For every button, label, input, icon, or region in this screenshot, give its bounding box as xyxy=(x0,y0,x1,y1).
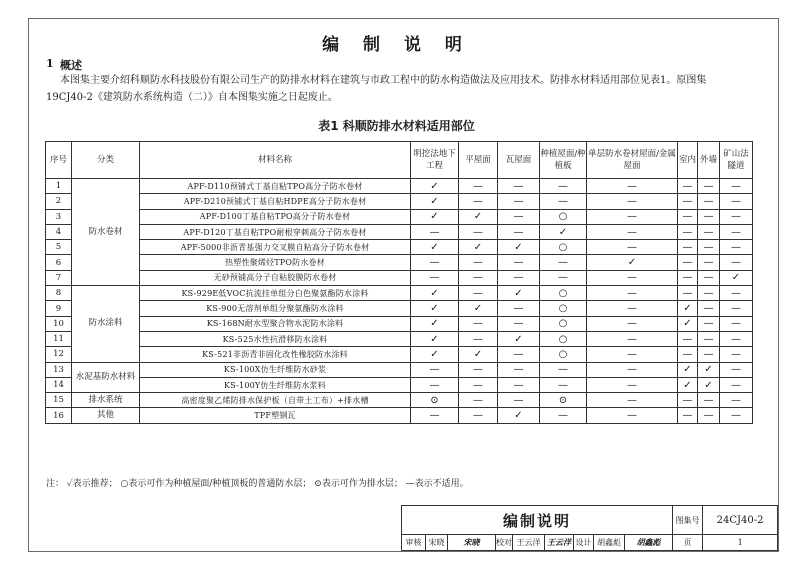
applicability-mark: — xyxy=(698,270,720,285)
column-header: 材料名称 xyxy=(140,142,411,179)
applicability-mark: — xyxy=(698,209,720,224)
applicability-mark: — xyxy=(540,194,587,209)
applicability-mark: ✓ xyxy=(411,347,459,362)
applicability-mark: — xyxy=(678,240,698,255)
applicability-mark: — xyxy=(678,179,698,194)
applicability-mark: — xyxy=(678,255,698,270)
applicability-mark: — xyxy=(698,179,720,194)
table-row xyxy=(46,255,753,270)
titleblock-designer: 胡鑫彪 xyxy=(594,535,625,551)
material-name: APF-D100丁基自粘TPO高分子防水卷材 xyxy=(140,209,411,224)
applicability-mark: ⊙ xyxy=(540,393,587,408)
row-number: 6 xyxy=(46,255,72,270)
applicability-mark: ✓ xyxy=(411,316,459,331)
titleblock-reviewer: 宋晓 xyxy=(426,535,448,551)
applicability-mark: — xyxy=(720,286,753,301)
applicability-mark: — xyxy=(459,316,498,331)
overview-paragraph: 本图集主要介绍科顺防水科技股份有限公司生产的防排水材料在建筑与市政工程中的防水构造做法及应用技术。防排水材料适用部位见表1。原图集19CJ40-2《建筑防水系统构造（二）》自本图集实施之日起废止。 xyxy=(46,75,707,103)
column-header: 序号 xyxy=(46,142,72,179)
applicability-mark: — xyxy=(698,331,720,346)
applicability-mark: — xyxy=(698,224,720,239)
applicability-mark: — xyxy=(720,240,753,255)
applicability-mark: — xyxy=(587,362,678,377)
applicability-mark: — xyxy=(678,408,698,423)
row-number: 13 xyxy=(46,362,72,377)
column-header: 外墙 xyxy=(698,142,720,179)
applicability-mark: — xyxy=(498,270,540,285)
applicability-mark: ✓ xyxy=(498,240,540,255)
applicability-mark: — xyxy=(587,347,678,362)
applicability-mark: — xyxy=(498,194,540,209)
applicability-mark: — xyxy=(459,408,498,423)
material-name: KS-100Y仿生纤维防水浆料 xyxy=(140,377,411,392)
applicability-mark: — xyxy=(698,301,720,316)
applicability-mark: — xyxy=(587,224,678,239)
applicability-mark: ✓ xyxy=(540,224,587,239)
applicability-mark: ✓ xyxy=(459,301,498,316)
applicability-mark: — xyxy=(720,179,753,194)
applicability-mark: — xyxy=(540,362,587,377)
row-number: 4 xyxy=(46,224,72,239)
row-number: 8 xyxy=(46,286,72,301)
applicability-mark: — xyxy=(587,179,678,194)
applicability-mark: — xyxy=(587,270,678,285)
table-row xyxy=(46,179,753,194)
category-cell: 防水涂料 xyxy=(72,286,140,362)
table-row xyxy=(46,393,753,408)
applicability-mark: ✓ xyxy=(411,179,459,194)
applicability-mark: — xyxy=(720,209,753,224)
applicability-mark: ✓ xyxy=(459,347,498,362)
table-header-row xyxy=(46,142,753,179)
row-number: 14 xyxy=(46,377,72,392)
section-title: 概述 xyxy=(60,59,82,72)
material-application-table xyxy=(45,141,753,424)
section-number: 1 xyxy=(46,57,54,70)
applicability-mark: — xyxy=(587,316,678,331)
row-number: 5 xyxy=(46,240,72,255)
applicability-mark: — xyxy=(720,362,753,377)
applicability-mark: — xyxy=(720,393,753,408)
applicability-mark: ○ xyxy=(540,347,587,362)
applicability-mark: — xyxy=(678,286,698,301)
applicability-mark: — xyxy=(678,209,698,224)
material-name: KS-168N耐水型聚合物水泥防水涂料 xyxy=(140,316,411,331)
table-row xyxy=(46,301,753,316)
applicability-mark: — xyxy=(678,194,698,209)
table-note: 注： ✓表示推荐； ○表示可作为种植屋面/种植顶板的普通防水层； ⊙表示可作为排水层； —表示不适用。 xyxy=(46,479,469,489)
titleblock-atlas-label: 图集号 xyxy=(673,506,703,535)
titleblock-checker-signature: 王云洋 xyxy=(545,535,574,551)
table-row xyxy=(46,331,753,346)
titleblock-design-label: 设计 xyxy=(574,535,594,551)
row-number: 16 xyxy=(46,408,72,423)
applicability-mark: — xyxy=(498,255,540,270)
applicability-mark: — xyxy=(540,408,587,423)
applicability-mark: — xyxy=(587,240,678,255)
applicability-mark: — xyxy=(720,377,753,392)
table-row xyxy=(46,362,753,377)
applicability-mark: — xyxy=(720,224,753,239)
applicability-mark: — xyxy=(587,286,678,301)
applicability-mark: — xyxy=(698,316,720,331)
applicability-mark: — xyxy=(678,270,698,285)
applicability-mark: — xyxy=(459,224,498,239)
applicability-mark: ○ xyxy=(540,301,587,316)
applicability-mark: — xyxy=(587,194,678,209)
applicability-mark: ✓ xyxy=(720,270,753,285)
table-row xyxy=(46,316,753,331)
applicability-mark: ✓ xyxy=(459,240,498,255)
applicability-mark: ✓ xyxy=(411,331,459,346)
applicability-mark: — xyxy=(498,179,540,194)
title-block xyxy=(401,505,778,551)
applicability-mark: — xyxy=(698,255,720,270)
applicability-mark: — xyxy=(411,408,459,423)
applicability-mark: — xyxy=(698,240,720,255)
column-header: 平屋面 xyxy=(459,142,498,179)
applicability-mark: — xyxy=(720,408,753,423)
applicability-mark: ○ xyxy=(540,286,587,301)
applicability-mark: — xyxy=(720,331,753,346)
titleblock-designer-signature: 胡鑫彪 xyxy=(625,535,673,551)
column-header: 矿山法隧道 xyxy=(720,142,753,179)
material-name: KS-521非沥青非固化改性橡胶防水涂料 xyxy=(140,347,411,362)
titleblock-review-label: 审核 xyxy=(402,535,426,551)
applicability-mark: — xyxy=(498,362,540,377)
material-name: KS-100X仿生纤维防水砂浆 xyxy=(140,362,411,377)
applicability-mark: — xyxy=(498,209,540,224)
applicability-mark: — xyxy=(459,331,498,346)
applicability-mark: ✓ xyxy=(678,301,698,316)
material-name: APF-D110预铺式丁基自粘TPO高分子防水卷材 xyxy=(140,179,411,194)
applicability-mark: — xyxy=(587,393,678,408)
applicability-mark: — xyxy=(678,224,698,239)
material-name: 无砂预铺高分子自粘胶膜防水卷材 xyxy=(140,270,411,285)
column-header: 单层防水卷材屋面/金属屋面 xyxy=(587,142,678,179)
applicability-mark: ✓ xyxy=(411,286,459,301)
applicability-mark: — xyxy=(720,347,753,362)
applicability-mark: — xyxy=(459,362,498,377)
applicability-mark: ○ xyxy=(540,316,587,331)
material-name: APF-D210预铺式丁基自粘HDPE高分子防水卷材 xyxy=(140,194,411,209)
material-name: KS-929E低VOC抗流挂单组分白色聚氨酯防水涂料 xyxy=(140,286,411,301)
applicability-mark: — xyxy=(540,377,587,392)
applicability-mark: ○ xyxy=(540,240,587,255)
applicability-mark: — xyxy=(411,362,459,377)
applicability-mark: — xyxy=(498,393,540,408)
applicability-mark: — xyxy=(459,194,498,209)
applicability-mark: — xyxy=(587,408,678,423)
table-row xyxy=(46,347,753,362)
applicability-mark: ✓ xyxy=(678,316,698,331)
applicability-mark: ✓ xyxy=(411,209,459,224)
row-number: 9 xyxy=(46,301,72,316)
applicability-mark: — xyxy=(720,316,753,331)
material-name: APF-5000非沥青基强力交叉膜自粘高分子防水卷材 xyxy=(140,240,411,255)
applicability-mark: — xyxy=(720,194,753,209)
table-row xyxy=(46,286,753,301)
material-name: KS-525水性抗滑移防水涂料 xyxy=(140,331,411,346)
table-row xyxy=(46,408,753,423)
applicability-mark: ○ xyxy=(540,209,587,224)
applicability-mark: — xyxy=(411,255,459,270)
applicability-mark: — xyxy=(459,255,498,270)
applicability-mark: ✓ xyxy=(698,362,720,377)
applicability-mark: — xyxy=(411,377,459,392)
titleblock-page-label: 页 xyxy=(673,535,703,551)
applicability-mark: — xyxy=(498,301,540,316)
applicability-mark: — xyxy=(678,347,698,362)
applicability-mark: — xyxy=(720,301,753,316)
applicability-mark: — xyxy=(698,194,720,209)
applicability-mark: — xyxy=(540,270,587,285)
applicability-mark: ✓ xyxy=(498,408,540,423)
table-row xyxy=(46,224,753,239)
applicability-mark: — xyxy=(498,224,540,239)
applicability-mark: — xyxy=(698,393,720,408)
applicability-mark: — xyxy=(459,393,498,408)
titleblock-reviewer-signature: 宋晓 xyxy=(448,535,496,551)
applicability-mark: — xyxy=(459,270,498,285)
category-cell: 水泥基防水材料 xyxy=(72,362,140,393)
applicability-mark: ✓ xyxy=(498,286,540,301)
titleblock-page-number: 1 xyxy=(703,535,778,551)
column-header: 室内 xyxy=(678,142,698,179)
table-caption: 表1 科顺防排水材料适用部位 xyxy=(318,119,475,133)
material-name: 高密度聚乙烯防排水保护板（自带土工布）+排水槽 xyxy=(140,393,411,408)
column-header: 明挖法地下工程 xyxy=(411,142,459,179)
row-number: 7 xyxy=(46,270,72,285)
page-title: 编 制 说 明 xyxy=(322,35,471,55)
category-cell: 其他 xyxy=(72,408,140,423)
applicability-mark: — xyxy=(498,347,540,362)
column-header: 瓦屋面 xyxy=(498,142,540,179)
row-number: 1 xyxy=(46,179,72,194)
applicability-mark: ✓ xyxy=(587,255,678,270)
applicability-mark: — xyxy=(698,286,720,301)
applicability-mark: ○ xyxy=(540,331,587,346)
row-number: 11 xyxy=(46,331,72,346)
applicability-mark: — xyxy=(540,255,587,270)
material-name: KS-900无溶剂单组分聚氨酯防水涂料 xyxy=(140,301,411,316)
applicability-mark: ✓ xyxy=(411,301,459,316)
applicability-mark: ✓ xyxy=(411,240,459,255)
applicability-mark: — xyxy=(540,179,587,194)
applicability-mark: — xyxy=(720,255,753,270)
applicability-mark: ✓ xyxy=(698,377,720,392)
row-number: 12 xyxy=(46,347,72,362)
column-header: 分类 xyxy=(72,142,140,179)
applicability-mark: — xyxy=(498,377,540,392)
table-row xyxy=(46,240,753,255)
applicability-mark: — xyxy=(459,179,498,194)
table-row xyxy=(46,209,753,224)
applicability-mark: — xyxy=(459,286,498,301)
applicability-mark: — xyxy=(411,270,459,285)
row-number: 3 xyxy=(46,209,72,224)
applicability-mark: — xyxy=(678,393,698,408)
applicability-mark: — xyxy=(698,408,720,423)
applicability-mark: — xyxy=(459,377,498,392)
titleblock-atlas-no: 24CJ40-2 xyxy=(703,506,778,535)
category-cell: 排水系统 xyxy=(72,393,140,408)
applicability-mark: ✓ xyxy=(678,377,698,392)
table-row xyxy=(46,270,753,285)
applicability-mark: — xyxy=(411,224,459,239)
applicability-mark: ✓ xyxy=(678,362,698,377)
applicability-mark: — xyxy=(587,331,678,346)
applicability-mark: ⊙ xyxy=(411,393,459,408)
applicability-mark: ✓ xyxy=(498,331,540,346)
row-number: 15 xyxy=(46,393,72,408)
column-header: 种植屋面/种植板 xyxy=(540,142,587,179)
material-name: APF-D120丁基自粘TPO耐根穿刺高分子防水卷材 xyxy=(140,224,411,239)
titleblock-drawing-name: 编制说明 xyxy=(402,506,673,535)
titleblock-checker: 王云洋 xyxy=(513,535,545,551)
applicability-mark: — xyxy=(678,331,698,346)
applicability-mark: — xyxy=(587,377,678,392)
material-name: TPF塑钢瓦 xyxy=(140,408,411,423)
table-row xyxy=(46,377,753,392)
applicability-mark: ✓ xyxy=(411,194,459,209)
row-number: 2 xyxy=(46,194,72,209)
applicability-mark: — xyxy=(587,209,678,224)
titleblock-check-label: 校对 xyxy=(496,535,513,551)
applicability-mark: — xyxy=(498,316,540,331)
applicability-mark: ✓ xyxy=(459,209,498,224)
category-cell: 防水卷材 xyxy=(72,179,140,286)
row-number: 10 xyxy=(46,316,72,331)
applicability-mark: — xyxy=(698,347,720,362)
material-name: 热塑性聚烯烃TPO防水卷材 xyxy=(140,255,411,270)
table-row xyxy=(46,194,753,209)
applicability-mark: — xyxy=(587,301,678,316)
